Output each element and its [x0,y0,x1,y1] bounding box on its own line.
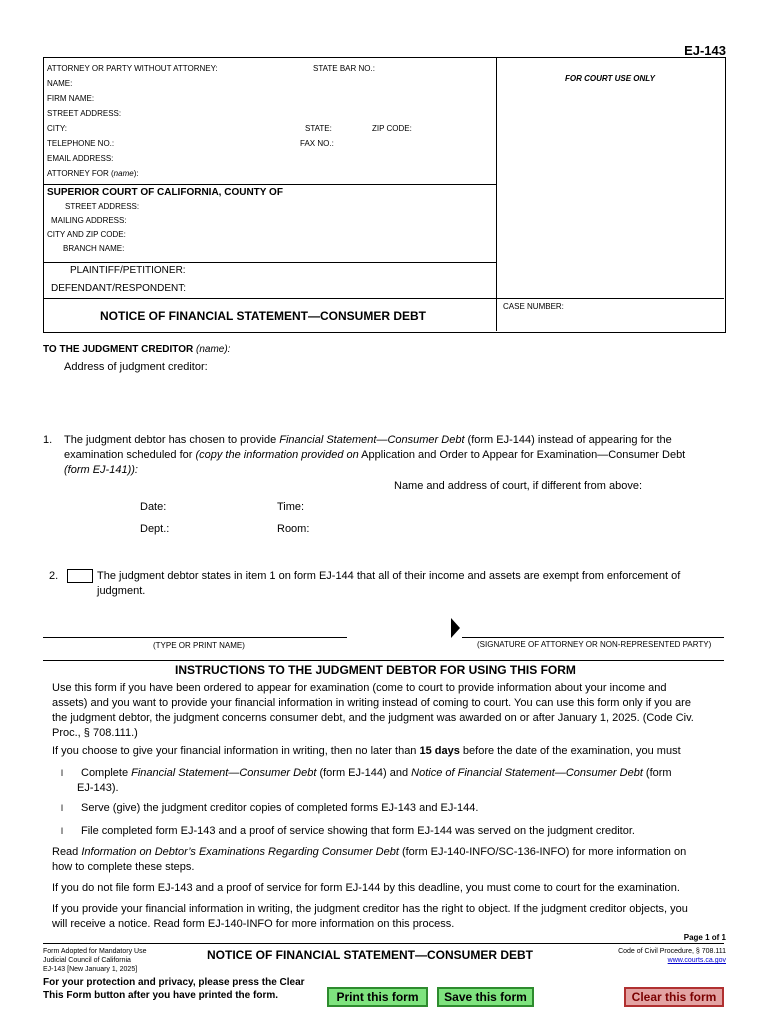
case-number-label: CASE NUMBER: [503,302,564,311]
court-street-label: STREET ADDRESS: [65,202,140,211]
item2-number: 2. [49,570,59,582]
footer-title: NOTICE OF FINANCIAL STATEMENT—CONSUMER DEBT [207,948,533,962]
privacy-notice: For your protection and privacy, please press the Clear This Form button after you have printed the form. [43,977,305,1001]
email-label: EMAIL ADDRESS: [47,154,114,163]
street-address-label: STREET ADDRESS: [47,109,122,118]
instructions-title: INSTRUCTIONS TO THE JUDGMENT DEBTOR FOR USING THIS FORM [175,663,576,677]
court-mailing-label: MAILING ADDRESS: [51,216,127,225]
adopted-info: Form Adopted for Mandatory Use Judicial Council of California EJ-143 [New January 1, 2025] [43,948,147,973]
state-bar-label: STATE BAR NO.: [313,64,375,73]
instructions-p2: If you choose to give your financial information in writing, then no later than 15 days before the date of the examination, you must [52,745,681,757]
type-name-line[interactable] [43,637,347,638]
instructions-p4: If you do not file form EJ-143 and a proof of service for form EJ-144 by this deadline, you must come to court for the examination. [52,882,680,894]
item2-text: The judgment debtor states in item 1 on form EJ-144 that all of their income and assets are exempt from enforcement of judgment. [97,570,681,597]
signature-caption: (SIGNATURE OF ATTORNEY OR NON-REPRESENTED PARTY) [477,640,712,649]
dept-label: Dept.: [140,523,170,535]
courts-link[interactable]: www.courts.ca.gov [667,957,726,964]
telephone-label: TELEPHONE NO.: [47,139,115,148]
court-use-label: FOR COURT USE ONLY [565,74,655,83]
form-id: EJ-143 [684,43,726,58]
firm-name-label: FIRM NAME: [47,94,95,103]
court-branch-label: BRANCH NAME: [63,244,125,253]
plaintiff-label: PLAINTIFF/PETITIONER: [70,265,186,276]
court-title: SUPERIOR COURT OF CALIFORNIA, COUNTY OF [47,187,283,198]
page-number: Page 1 of 1 [683,933,726,942]
instructions-p5: If you provide your financial information in writing, the judgment creditor has the right to object. If the judgment creditor objects, you will receive a notice. Read form EJ-140-INFO for more information on this process. [52,903,688,930]
attorney-name-label: NAME: [47,79,73,88]
instructions-bullet-3: l File completed form EJ-143 and a proof of service showing that form EJ-144 was served on the judgment creditor. [61,825,635,837]
instructions-bullet-1: l Complete Financial Statement—Consumer Debt (form EJ-144) and Notice of Financial Statement—Consumer Debt (form EJ-143). [61,767,672,794]
signature-arrow-icon [451,618,460,638]
code-info: Code of Civil Procedure, § 708.111 www.courts.ca.gov [618,948,726,964]
item2-checkbox[interactable] [67,569,93,583]
instructions-p3: Read Information on Debtor’s Examinations Regarding Consumer Debt (form EJ-140-INFO/SC-136-INFO) for more information on how to complete these steps. [52,846,687,873]
date-label: Date: [140,501,167,513]
court-address-label: Name and address of court, if different from above: [394,480,643,492]
item1-text: The judgment debtor has chosen to provide Financial Statement—Consumer Debt (form EJ-144) instead of appearing for the examination scheduled for (copy the information provided on Application and Order to Appear for Examination—Consumer Debt (form EJ-141)): [64,434,686,476]
defendant-label: DEFENDANT/RESPONDENT: [51,283,187,294]
zip-label: ZIP CODE: [372,124,412,133]
city-label: CITY: [47,124,68,133]
print-button[interactable]: Print this form [327,987,428,1007]
room-label: Room: [277,523,310,535]
instructions-p1: Use this form if you have been ordered to appear for examination (come to court to provide information about your income and assets) and you want to provide your financial information in writing instead of coming to court. You can use this form only if you are the judgment debtor, the judgment concerns consumer debt, and the judgment was awarded on or after January 1, 2025. (Code Civ. Proc., § 708.111.) [52,682,694,739]
form-title: NOTICE OF FINANCIAL STATEMENT—CONSUMER DEBT [100,309,426,323]
clear-button[interactable]: Clear this form [624,987,724,1007]
attorney-header: ATTORNEY OR PARTY WITHOUT ATTORNEY: [47,64,218,73]
instructions-bullet-2: l Serve (give) the judgment creditor copies of completed forms EJ-143 and EJ-144. [61,802,479,814]
attorney-for-label: ATTORNEY FOR (name): [47,169,139,178]
court-city-zip-label: CITY AND ZIP CODE: [47,230,126,239]
signature-line[interactable] [462,637,724,638]
save-button[interactable]: Save this form [437,987,534,1007]
item1-number: 1. [43,434,53,446]
to-creditor: TO THE JUDGMENT CREDITOR (name): [43,344,231,355]
state-label: STATE: [305,124,332,133]
type-name-caption: (TYPE OR PRINT NAME) [153,641,245,650]
fax-label: FAX NO.: [300,139,334,148]
address-creditor-label: Address of judgment creditor: [64,361,208,373]
time-label: Time: [277,501,305,513]
